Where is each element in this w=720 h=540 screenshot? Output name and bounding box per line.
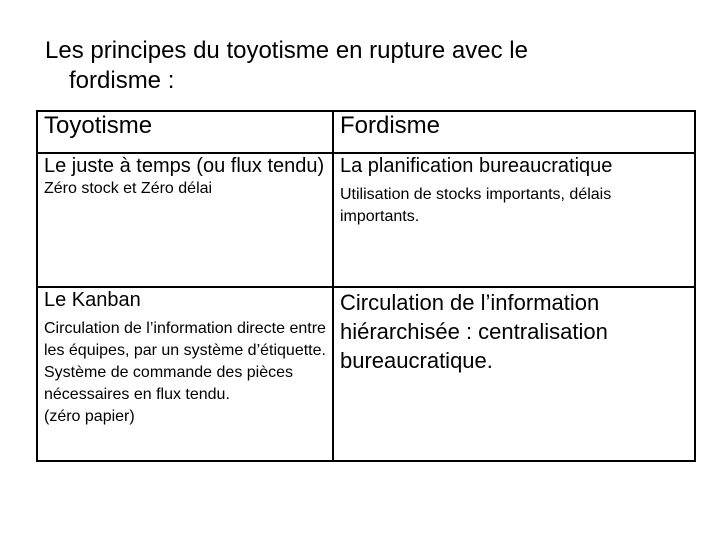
header-fordisme: Fordisme bbox=[333, 111, 695, 153]
cell-main-text: Circulation de l’information hiérarchisée : centralisation bureaucratique. bbox=[340, 290, 608, 373]
slide-title-line-1: Les principes du toyotisme en rupture avec le bbox=[45, 37, 528, 64]
slide-title bbox=[45, 36, 685, 96]
comparison-table bbox=[36, 110, 696, 462]
table-row bbox=[37, 153, 695, 287]
cell-toyotisme-kanban bbox=[37, 287, 333, 461]
cell-fordisme-planification bbox=[333, 153, 695, 287]
cell-fordisme-circulation bbox=[333, 287, 695, 461]
header-toyotisme: Toyotisme bbox=[37, 111, 333, 153]
cell-detail-text: Utilisation de stocks importants, délais importants. bbox=[340, 186, 612, 225]
cell-toyotisme-juste-a-temps bbox=[37, 153, 333, 287]
slide-title-line-2: fordisme : bbox=[69, 67, 175, 94]
cell-detail-text: Circulation de l’information directe entre les équipes, par un système d’étiquette. Système de commande des pièces nécessaires en flux tendu. bbox=[44, 320, 326, 403]
cell-main-text: Le Kanban bbox=[44, 289, 141, 311]
cell-detail-text: Zéro stock et Zéro délai bbox=[44, 180, 213, 197]
table-header-row bbox=[37, 111, 695, 153]
table-row bbox=[37, 287, 695, 461]
cell-main-text: La planification bureaucratique bbox=[340, 155, 613, 177]
cell-main-text: Le juste à temps (ou flux tendu) bbox=[44, 155, 325, 177]
cell-note-text: (zéro papier) bbox=[44, 408, 135, 425]
